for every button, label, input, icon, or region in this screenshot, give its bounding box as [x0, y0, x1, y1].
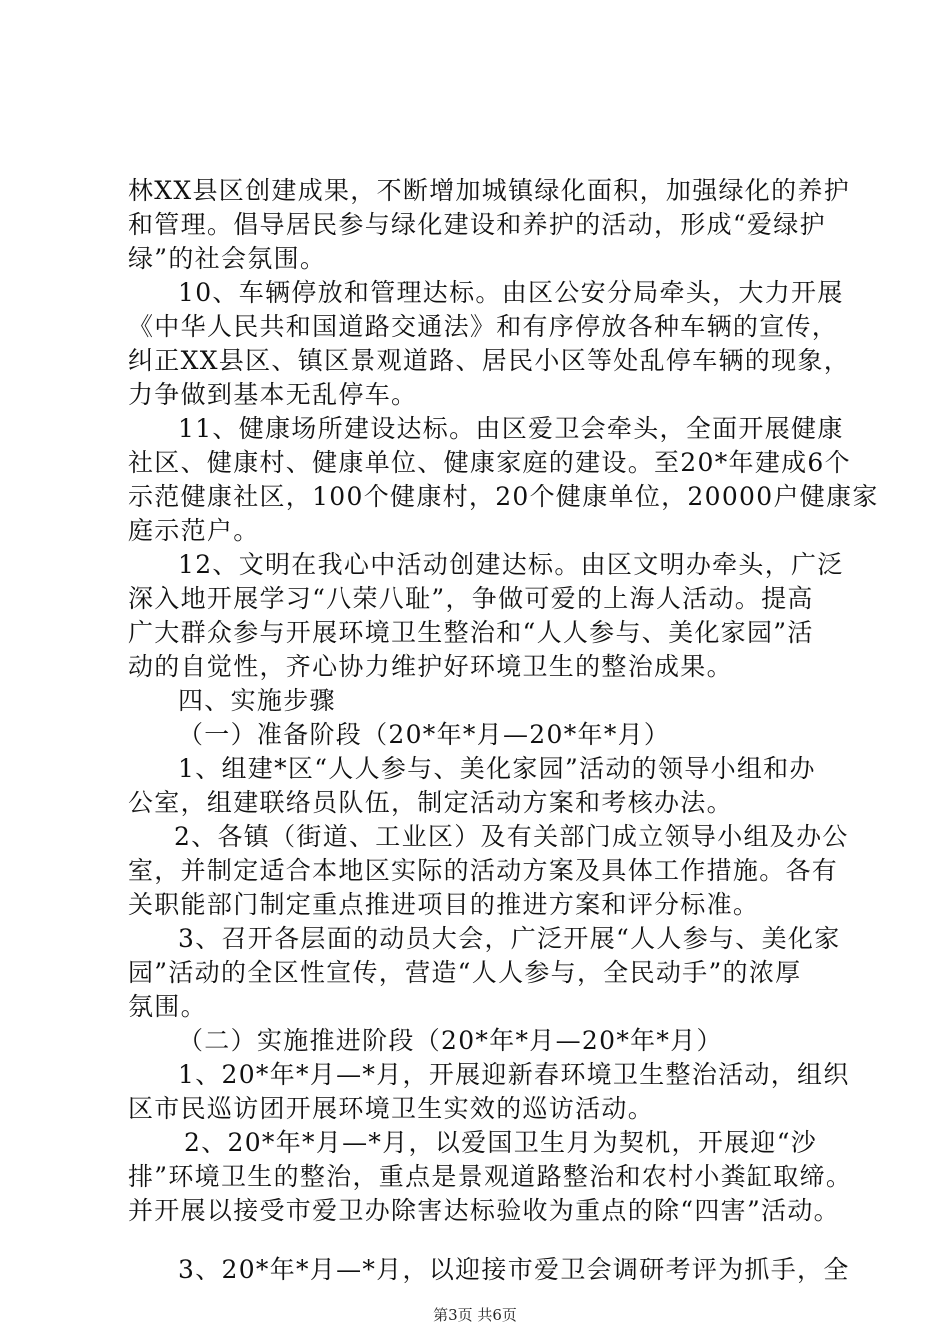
page-footer: 第3页 共6页	[433, 1306, 517, 1324]
section-heading: 四、实施步骤	[178, 686, 336, 715]
subsection-heading: （一）准备阶段（20*年*月—20*年*月）	[178, 720, 671, 749]
text-line: 庭示范户。	[128, 516, 260, 545]
text-line: 区市民巡访团开展环境卫生实效的巡访活动。	[128, 1094, 655, 1123]
text-line: 11、健康场所建设达标。由区爱卫会牵头，全面开展健康	[178, 414, 844, 443]
text-line: 1、组建*区“人人参与、美化家园”活动的领导小组和办	[178, 754, 816, 783]
text-line: 广大群众参与开展环境卫生整治和“人人参与、美化家园”活	[128, 618, 814, 647]
text-line: 纠正XX县区、镇区景观道路、居民小区等处乱停车辆的现象，	[128, 346, 850, 375]
text-line: 室，并制定适合本地区实际的活动方案及具体工作措施。各有	[128, 856, 839, 885]
text-line: 示范健康社区，100个健康村，20个健康单位，20000户健康家	[128, 482, 879, 511]
text-line: 和管理。倡导居民参与绿化建设和养护的活动，形成“爱绿护	[128, 210, 826, 239]
text-line: 1、20*年*月—*月，开展迎新春环境卫生整治活动，组织	[178, 1060, 850, 1089]
text-line: 社区、健康村、健康单位、健康家庭的建设。至20*年建成6个	[128, 448, 851, 477]
text-line: 3、20*年*月—*月，以迎接市爱卫会调研考评为抓手，全	[178, 1255, 850, 1284]
text-line: 10、车辆停放和管理达标。由区公安分局牵头，大力开展	[178, 278, 844, 307]
text-line: 关职能部门制定重点推进项目的推进方案和评分标准。	[128, 890, 760, 919]
text-line: 园”活动的全区性宣传，营造“人人参与，全民动手”的浓厚	[128, 958, 802, 987]
text-line: 公室，组建联络员队伍，制定活动方案和考核办法。	[128, 788, 733, 817]
text-line: 动的自觉性，齐心协力维护好环境卫生的整治成果。	[128, 652, 733, 681]
text-line: 氛围。	[128, 992, 207, 1021]
subsection-heading: （二）实施推进阶段（20*年*月—20*年*月）	[178, 1026, 723, 1055]
text-line: 深入地开展学习“八荣八耻”，争做可爱的上海人活动。提高	[128, 584, 814, 613]
text-line: 绿”的社会氛围。	[128, 244, 327, 273]
text-line: 3、召开各层面的动员大会，广泛开展“人人参与、美化家	[178, 924, 841, 953]
text-line: 力争做到基本无乱停车。	[128, 380, 418, 409]
text-line: 2、20*年*月—*月，以爱国卫生月为契机，开展迎“沙	[184, 1128, 818, 1157]
text-line: 12、文明在我心中活动创建达标。由区文明办牵头，广泛	[178, 550, 844, 579]
text-line: 并开展以接受市爱卫办除害达标验收为重点的除“四害”活动。	[128, 1196, 840, 1225]
text-line: 林XX县区创建成果，不断增加城镇绿化面积，加强绿化的养护	[128, 176, 850, 205]
text-line: 排”环境卫生的整治，重点是景观道路整治和农村小粪缸取缔。	[128, 1162, 853, 1191]
text-line: 2、各镇（街道、工业区）及有关部门成立领导小组及办公	[174, 822, 849, 851]
text-line: 《中华人民共和国道路交通法》和有序停放各种车辆的宣传，	[128, 312, 839, 341]
